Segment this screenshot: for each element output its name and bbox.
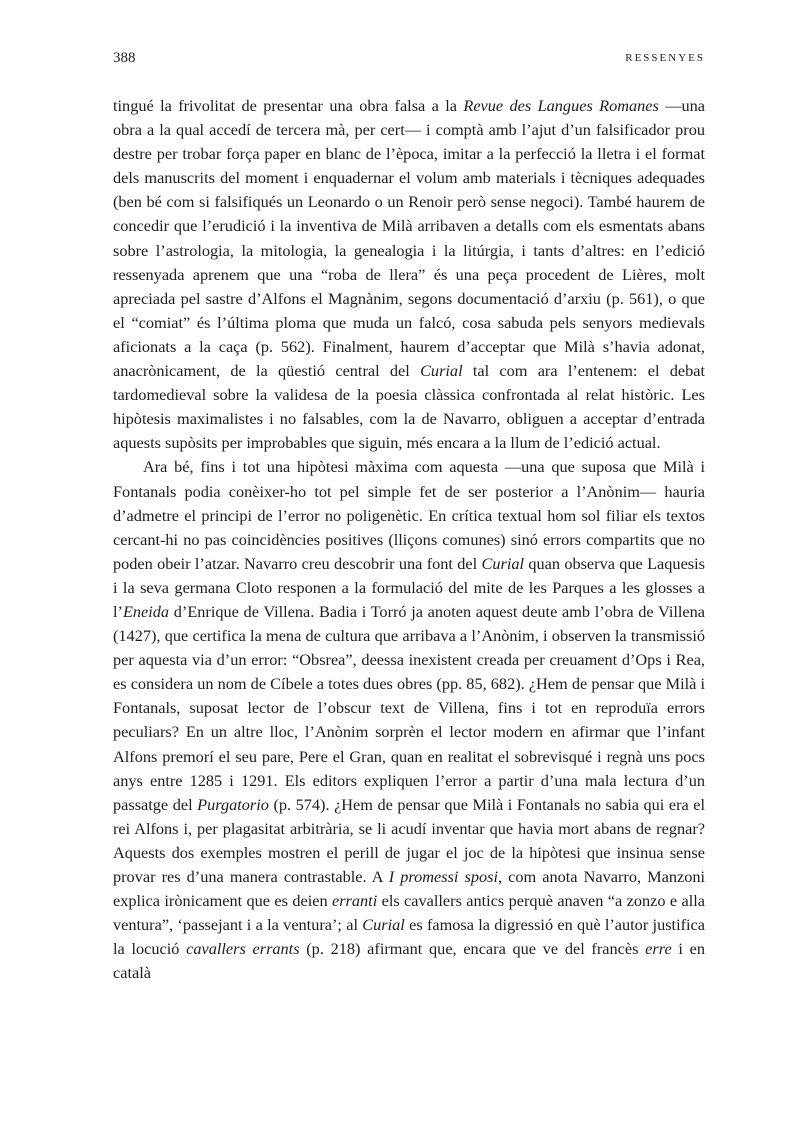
italic-text: cavallers errants bbox=[186, 939, 300, 959]
italic-text: Revue des Langues Romanes bbox=[463, 96, 659, 115]
italic-text: Purgatorio bbox=[197, 794, 269, 814]
text-run: es famosa la digressió en què l’autor justifica la locució bbox=[113, 915, 705, 959]
italic-text: Curial bbox=[420, 361, 463, 381]
italic-text: I promessi sposi bbox=[388, 867, 498, 886]
text-run: tingué la frivolitat de presentar una obra falsa a la bbox=[113, 96, 464, 115]
running-head bbox=[113, 50, 705, 74]
paragraph-2 bbox=[113, 455, 705, 985]
italic-text: erranti bbox=[331, 891, 378, 911]
text-run: els cavallers antics perquè anaven “a zonzo e alla ventura”, ‘passejant i a la ventura’; al bbox=[113, 891, 705, 935]
paragraph-1 bbox=[113, 94, 705, 455]
italic-text: Curial bbox=[362, 915, 405, 935]
text-run: , com anota Navarro, Manzoni explica irònicament que es deien bbox=[113, 867, 705, 911]
section-title: RESSENYES bbox=[625, 52, 705, 64]
book-page bbox=[113, 50, 705, 985]
page-number: 388 bbox=[113, 50, 136, 66]
text-run: Ara bé, fins i tot una hipòtesi màxima com aquesta —una que suposa que Milà i Fontanals podia conèixer-ho tot pel simple fet de ser posterior a l’Anònim— hauria d’admetre el principi de l’error no poligenètic. En crítica textual hom sol filiar els textos cercant-hi no pas coincidències positives (lliçons comunes) sinó errors compartits que no poden obeir l’atzar. Navarro creu descobrir una font del bbox=[113, 457, 705, 573]
body-text bbox=[113, 94, 705, 985]
italic-text: Curial bbox=[481, 553, 525, 573]
text-run: —una obra a la qual accedí de tercera mà, per cert— i comptà amb l’ajut d’un falsificador prou destre per trobar força paper en blanc de l’època, imitar a la perfecció la lletra i el format dels manuscrits del moment i enquadernar el volum amb materials i tècniques adequades (ben bé com si falsifiqués un Leonardo o un Renoir però sense negoci). També haurem de concedir que l’erudició i la inventiva de Milà arribaven a detalls com els esmentats abans sobre l’astrologia, la mitologia, la genealogia i la litúrgia, i tants d’altres: en l’edició ressenyada aprenem que una “roba de llera” és una peça procedent de Lières, molt apreciada pel sastre d’Alfons el Magnànim, segons documentació d’arxiu (p. 561), o que el “comiat” és l’última ploma que muda un falcó, cosa sabuda pels senyors medievals aficionats a la caça (p. 562). Finalment, haurem d’acceptar que Milà s’havia adonat, anacrònicament, de la qüestió central del bbox=[113, 96, 706, 381]
text-run: tal com ara l’entenem: el debat tardomedieval sobre la validesa de la poesia clàssica confrontada al relat històric. Les hipòtesis maximalistes i no falsables, com la de Navarro, obliguen a acceptar d’entrada aquests supòsits per improbables que siguin, més encara a la llum de l’edició actual. bbox=[113, 361, 705, 453]
text-run: d’Enrique de Villena. Badia i Torró ja anoten aquest deute amb l’obra de Villena (1427), que certifica la mena de cultura que arribava a l’Anònim, i observen la transmissió per aquesta via d’un error: “Obsrea”, deessa inexistent creada per creuament d’Ops i Rea, es considera un nom de Cíbele a totes dues obres (pp. 85, 682). ¿Hem de pensar que Milà i Fontanals, suposat lector de l’obscur text de Villena, fins i tot en reproduïa errors peculiars? En un altre lloc, l’Anònim sorprèn el lector modern en afirmar que l’infant Alfons premorí el seu pare, Pere el Gran, quan en realitat el sobrevisqué i regnà uns pocs anys entre 1285 i 1291. Els editors expliquen l’error a partir d’una mala lectura d’un passatge del bbox=[113, 601, 705, 814]
text-run: quan observa que Laquesis i la seva germana Cloto responen a la formulació del mite de les Parques a les glosses a l’ bbox=[113, 553, 705, 621]
text-run: (p. 218) afirmant que, encara que ve del francès bbox=[299, 939, 646, 959]
italic-text: erre bbox=[645, 939, 672, 959]
text-run: (p. 574). ¿Hem de pensar que Milà i Fontanals no sabia qui era el rei Alfons i, per plagasitat arbitrària, se li acudí inventar que havia mort abans de regnar? Aquests dos exemples mostren el perill de jugar el joc de la hipòtesi que insinua sense provar res d’una manera contrastable. A bbox=[113, 794, 706, 886]
italic-text: Eneida bbox=[122, 601, 170, 621]
text-run: i en català bbox=[113, 939, 706, 983]
